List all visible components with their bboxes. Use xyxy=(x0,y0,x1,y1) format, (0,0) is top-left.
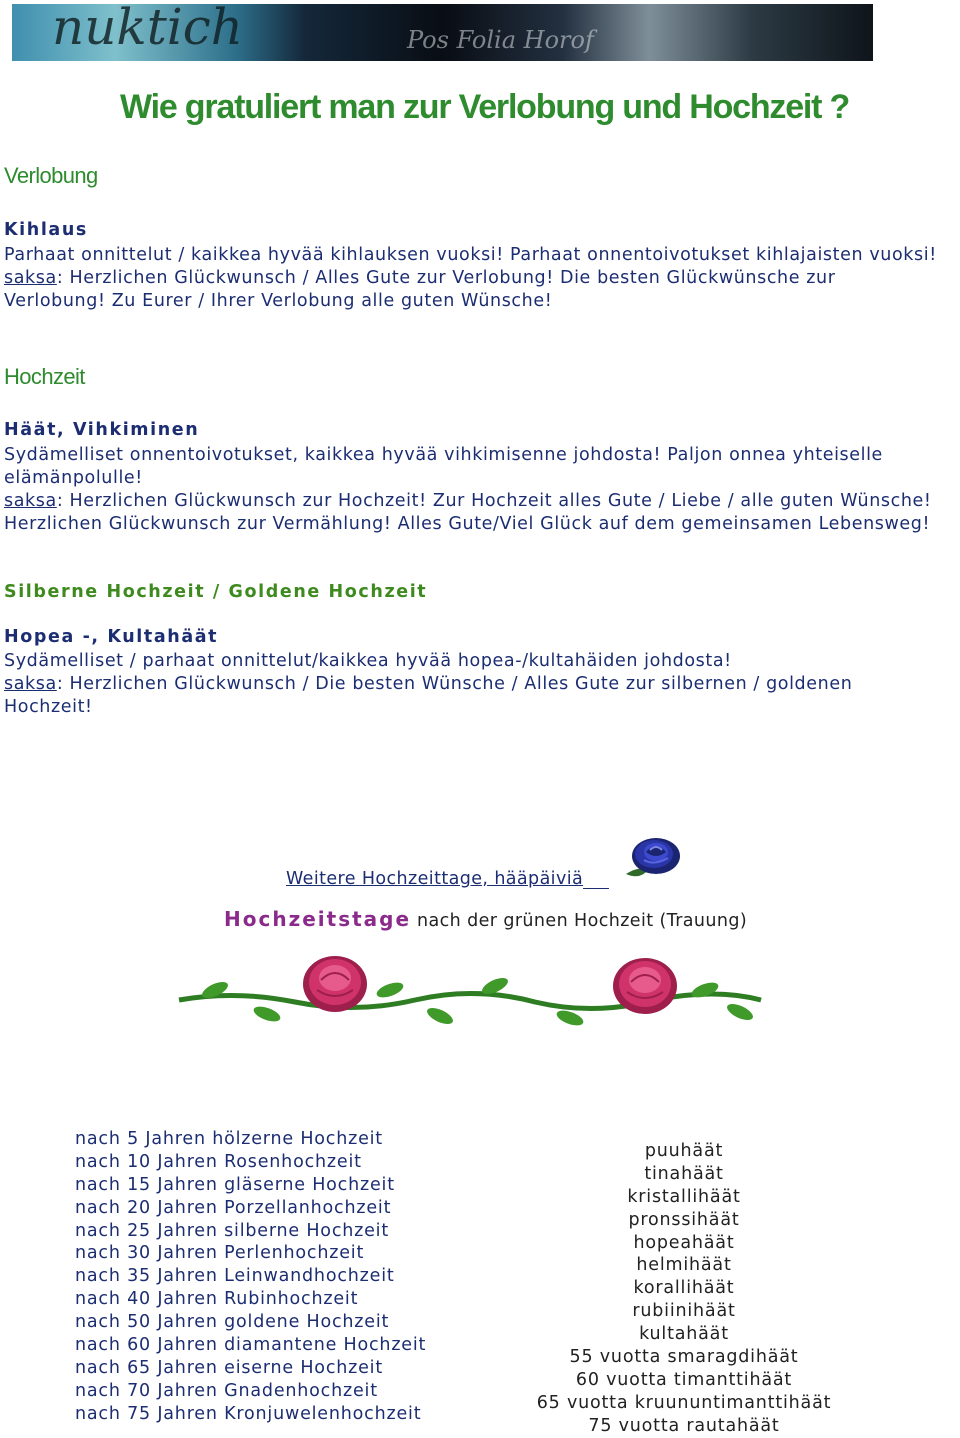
hochzeit-finnish-line-2: elämänpolulle! xyxy=(4,468,143,488)
list-item: nach 60 Jahren diamantene Hochzeit xyxy=(75,1335,427,1356)
hochzeit-german-line: saksa: Herzlichen Glückwunsch zur Hochzeit! Zur Hochzeit alles Gute / Liebe / alle guten Wünsche! xyxy=(4,491,932,511)
silver-finnish-line: Sydämelliset / parhaat onnittelut/kaikkea hyvää hopea-/kultahäiden johdosta! xyxy=(4,651,732,671)
blue-rose-icon xyxy=(618,830,686,888)
saksa-link[interactable]: saksa xyxy=(4,268,57,288)
page-title: Wie gratuliert man zur Verlobung und Hochzeit ? xyxy=(120,88,850,126)
section-heading-verlobung: Verlobung xyxy=(4,163,98,188)
verlobung-finnish-line: Parhaat onnittelut / kaikkea hyvää kihlauksen vuoksi! Parhaat onnentoivotukset kihlajaisten vuoksi! xyxy=(4,245,937,265)
list-item: nach 30 Jahren Perlenhochzeit xyxy=(75,1243,365,1264)
list-item: pronssihäät xyxy=(628,1209,740,1230)
banner-sub-text: Pos Folia Horof xyxy=(407,26,594,54)
list-item: nach 70 Jahren Gnadenhochzeit xyxy=(75,1380,378,1401)
list-item: nach 35 Jahren Leinwandhochzeit xyxy=(75,1266,395,1287)
finnish-term-haat: Häät, Vihkiminen xyxy=(4,420,200,440)
verlobung-german-line: saksa: Herzlichen Glückwunsch / Alles Gute zur Verlobung! Die besten Glückwünsche zur xyxy=(4,268,836,288)
list-item: nach 50 Jahren goldene Hochzeit xyxy=(75,1312,390,1333)
list-item: tinahäät xyxy=(644,1163,724,1184)
silver-german-line: saksa: Herzlichen Glückwunsch / Die besten Wünsche / Alles Gute zur silbernen / goldenen xyxy=(4,674,853,694)
list-item: nach 5 Jahren hölzerne Hochzeit xyxy=(75,1129,383,1149)
section-heading-silver-golden: Silberne Hochzeit / Goldene Hochzeit xyxy=(4,582,428,602)
list-item: 60 vuotta timanttihäät xyxy=(575,1369,793,1390)
verlobung-german-line-2: Verlobung! Zu Eurer / Ihrer Verlobung alle guten Wünsche! xyxy=(4,291,553,311)
saksa-link[interactable]: saksa xyxy=(4,674,57,694)
anniversary-list-german xyxy=(75,1128,426,1426)
banner-image xyxy=(12,4,873,61)
list-item: nach 75 Jahren Kronjuwelenhochzeit xyxy=(75,1403,422,1424)
hochzeitstage-line: Hochzeitstage nach der grünen Hochzeit (Trauung) xyxy=(224,907,748,931)
list-item: korallihäät xyxy=(633,1278,735,1299)
banner-script-text: nuktich xyxy=(52,4,243,56)
saksa-link[interactable]: saksa xyxy=(4,491,57,511)
list-item: 75 vuotta rautahäät xyxy=(588,1415,780,1436)
list-item: 55 vuotta smaragdihäät xyxy=(569,1347,799,1368)
rose-vine-divider xyxy=(175,950,765,1042)
hochzeit-finnish-line: Sydämelliset onnentoivotukset, kaikkea hyvää vihkimisenne johdosta! Paljon onnea yhteiselle xyxy=(4,445,883,465)
finnish-term-kihlaus: Kihlaus xyxy=(4,220,88,240)
list-item: nach 25 Jahren silberne Hochzeit xyxy=(75,1220,390,1241)
list-item: nach 40 Jahren Rubinhochzeit xyxy=(75,1289,359,1310)
list-item: helmihäät xyxy=(636,1255,732,1276)
silver-german-line-2: Hochzeit! xyxy=(4,697,93,717)
list-item: kristallihäät xyxy=(627,1186,741,1207)
list-item: rubiinihäät xyxy=(632,1301,736,1322)
section-heading-hochzeit: Hochzeit xyxy=(4,364,85,389)
finnish-term-hopea-kulta: Hopea -, Kultahäät xyxy=(4,627,219,647)
more-anniversaries-link[interactable]: Weitere Hochzeittage, hääpäiviä xyxy=(286,869,609,889)
list-item: nach 10 Jahren Rosenhochzeit xyxy=(75,1151,362,1172)
hochzeitstage-strong: Hochzeitstage xyxy=(224,907,412,931)
list-item: nach 15 Jahren gläserne Hochzeit xyxy=(75,1174,395,1195)
list-item: nach 65 Jahren eiserne Hochzeit xyxy=(75,1357,384,1378)
list-item: nach 20 Jahren Porzellanhochzeit xyxy=(75,1197,392,1218)
list-item: 65 vuotta kruununtimanttihäät xyxy=(536,1392,832,1413)
list-item: puuhäät xyxy=(644,1141,724,1161)
list-item: kultahäät xyxy=(639,1324,729,1345)
list-item: hopeahäät xyxy=(633,1232,735,1253)
anniversary-list-finnish xyxy=(534,1140,834,1438)
hochzeit-german-line-2: Herzlichen Glückwunsch zur Vermählung! Alles Gute/Viel Glück auf dem gemeinsamen Lebensweg! xyxy=(4,514,931,534)
